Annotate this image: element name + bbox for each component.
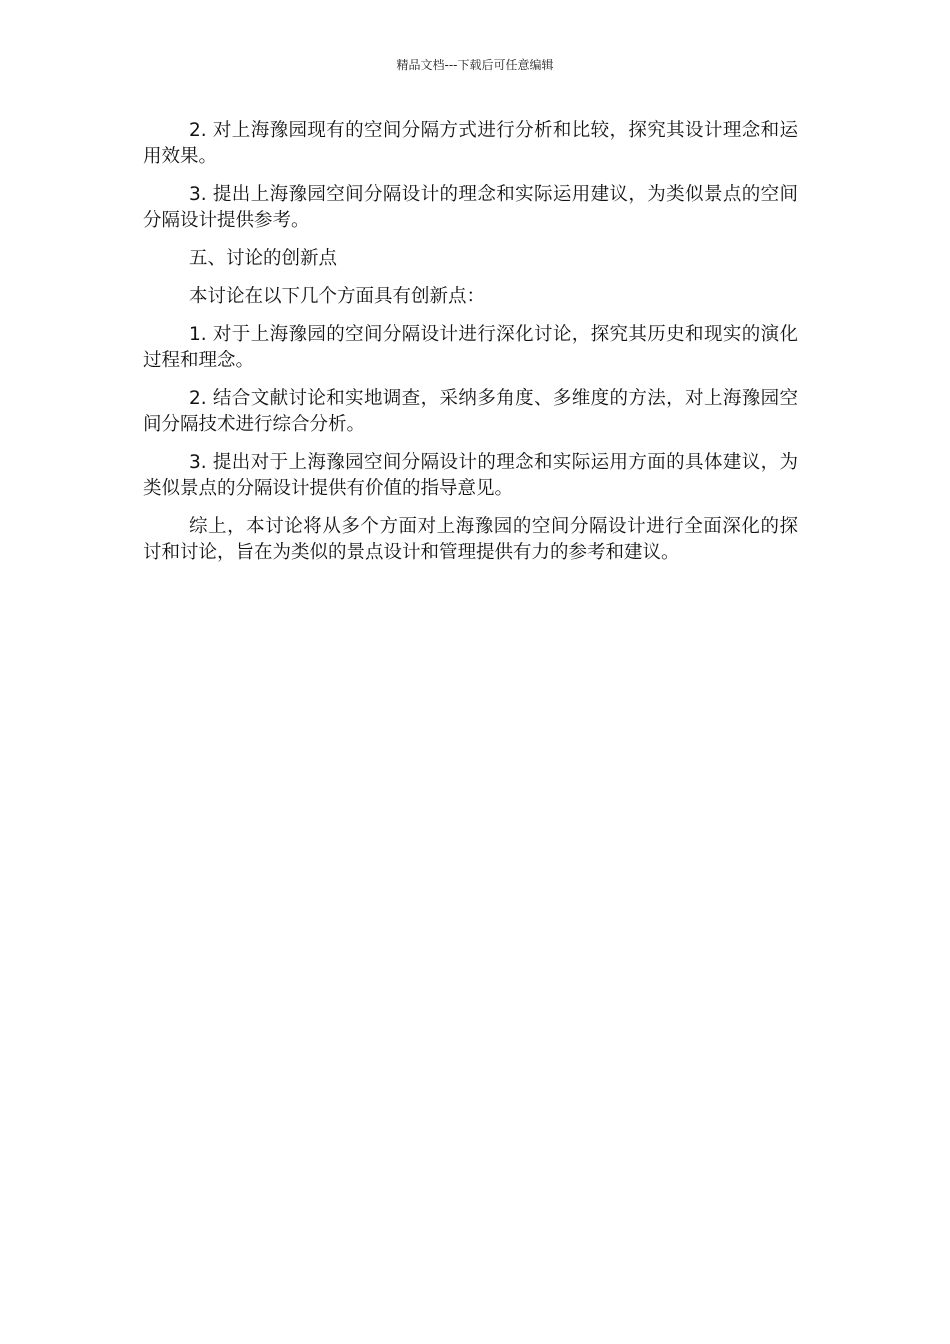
paragraph-innovation-3: 3. 提出对于上海豫园空间分隔设计的理念和实际运用方面的具体建议，为类似景点的分隔设计提供有价值的指导意见。 [143, 452, 798, 499]
paragraph-objective-3: 3. 提出上海豫园空间分隔设计的理念和实际运用建议，为类似景点的空间分隔设计提供参考。 [143, 184, 798, 231]
paragraph-innovation-2: 2. 结合文献讨论和实地调查，采纳多角度、多维度的方法，对上海豫园空间分隔技术进行综合分析。 [143, 388, 798, 435]
paragraph-objective-2: 2. 对上海豫园现有的空间分隔方式进行分析和比较，探究其设计理念和运用效果。 [143, 120, 798, 167]
paragraph-summary: 综上，本讨论将从多个方面对上海豫园的空间分隔设计进行全面深化的探讨和讨论，旨在为类似的景点设计和管理提供有力的参考和建议。 [143, 516, 798, 563]
paragraph-innovation-1: 1. 对于上海豫园的空间分隔设计进行深化讨论，探究其历史和现实的演化过程和理念。 [143, 324, 798, 371]
page-header: 精品文档---下载后可任意编辑 [396, 58, 554, 72]
document-body [143, 118, 798, 578]
section-heading-innovation: 五、讨论的创新点 [189, 248, 338, 269]
paragraph-innovation-intro: 本讨论在以下几个方面具有创新点： [189, 286, 486, 307]
